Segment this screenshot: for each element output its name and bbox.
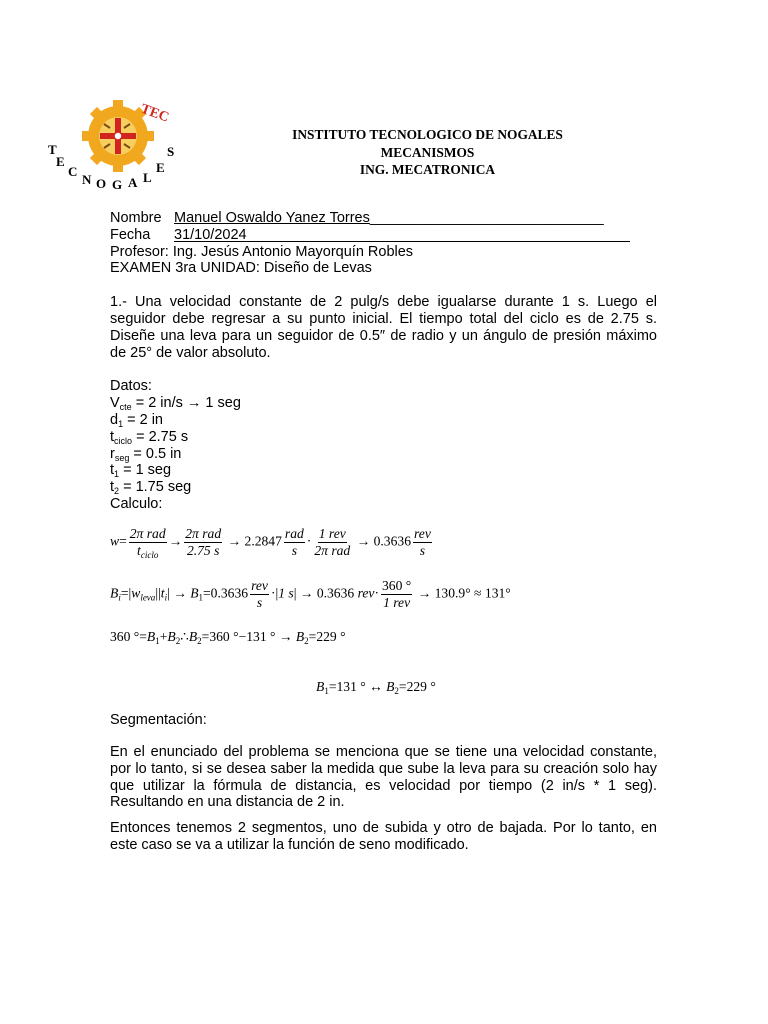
datos-vcte: $V_{cte} = 2$ in/s → 1 seg	[110, 395, 241, 413]
name-label: Nombre	[110, 210, 162, 226]
date-row	[110, 227, 657, 244]
svg-text:C: C	[68, 164, 78, 179]
date-label: Fecha	[110, 226, 151, 243]
datos-t2: $t_2 = 1.75$ seg	[110, 479, 192, 497]
svg-text:A: A	[128, 175, 138, 190]
segmentation-title: Segmentación:	[110, 712, 207, 728]
paragraph-velocity: En el enunciado del problema se menciona que se tiene una velocidad constante, por lo tanto, si se desea saber la medida que sube la leva para su creación solo hay que utilizar la fórmula de distancia, es velocidad por tiempo (2 in/s * 1 seg). Resultando en una distancia de 2 in.	[110, 744, 657, 811]
calculo-title: Calculo:	[110, 495, 163, 512]
problem-statement: 1.- Una velocidad constante de 2 pulg/s debe igualarse durante 1 s. Luego el seguidor debe regresar a su punto inicial. El tiempo total del ciclo es de 2.75 s. Diseñe una leva para un seguidor de 0.5″ de radio y un ángulo de presión máximo de 25° de valor absoluto.	[110, 294, 657, 361]
svg-text:O: O	[96, 176, 107, 191]
institute-name: INSTITUTO TECNOLOGICO DE NOGALES	[292, 127, 563, 142]
svg-text:N: N	[82, 172, 92, 187]
document-header	[250, 126, 605, 179]
datos-d1: $d_1 = 2$ in	[110, 411, 163, 429]
svg-text:S: S	[167, 144, 175, 159]
equation-angular-velocity: w= $\frac{\text{2π rad}}{t_{ciclo}}$ → $\frac{\text{2π rad}}{2.75 s}$ → 2.2847 $\frac{\text{rad}}{s}$ · $\frac{\text{1 rev}}{\text{2π rad}}$ → 0.3636 $\frac{\text{rev}}{s}$	[110, 526, 431, 560]
paragraph-segments: Entonces tenemos 2 segmentos, uno de subida y otro de bajada. Por lo tanto, en este caso se va a utilizar la función de seno modificado.	[110, 820, 657, 853]
svg-text:E: E	[156, 160, 165, 175]
datos-rseg: $r_{seg} = 0.5$ in	[110, 445, 182, 463]
datos-tciclo: $t_{ciclo} = 2.75$ s	[110, 428, 189, 446]
equation-segments: $B_1=131$ ° ↔ $B_2=229$ °	[316, 679, 436, 696]
document-body	[110, 210, 657, 513]
course-name: MECANISMOS	[380, 144, 475, 160]
name-value: Manuel Oswaldo Yanez Torres	[174, 210, 370, 226]
equation-b2: 360 $^\circ=B_1+B_2\therefore B_2=360$ °−131 ° → $B_2=229$ °	[110, 629, 346, 646]
svg-text:E: E	[56, 154, 65, 169]
svg-text:L: L	[143, 170, 152, 185]
logo-top-text: TEC	[138, 101, 171, 126]
professor-line: Profesor: Ing. Jesús Antonio Mayorquín Robles	[110, 243, 414, 260]
svg-text:T: T	[48, 142, 57, 157]
datos-title: Datos:	[110, 378, 152, 395]
datos-t1: $t_1 = 1$ seg	[110, 462, 172, 480]
tecnogales-logo	[42, 92, 190, 194]
career-name: ING. MECATRONICA	[359, 162, 496, 177]
name-row	[110, 210, 657, 227]
name-fill: _____________________________	[369, 210, 604, 226]
exam-line: EXAMEN 3ra UNIDAD: Diseño de Levas	[110, 260, 372, 277]
date-value: 31/10/2024	[174, 226, 247, 243]
svg-text:G: G	[112, 177, 123, 192]
equation-b1: $B_i=|w_{leva}||t_i| \to B_1=0.3636$ $\frac{\text{rev}}{s}$ ·|1 s| → 0.3636 rev· $\frac{360 ^\circ}{\text{1 rev}}$ → 130.9° ≈ 131°	[110, 578, 511, 610]
